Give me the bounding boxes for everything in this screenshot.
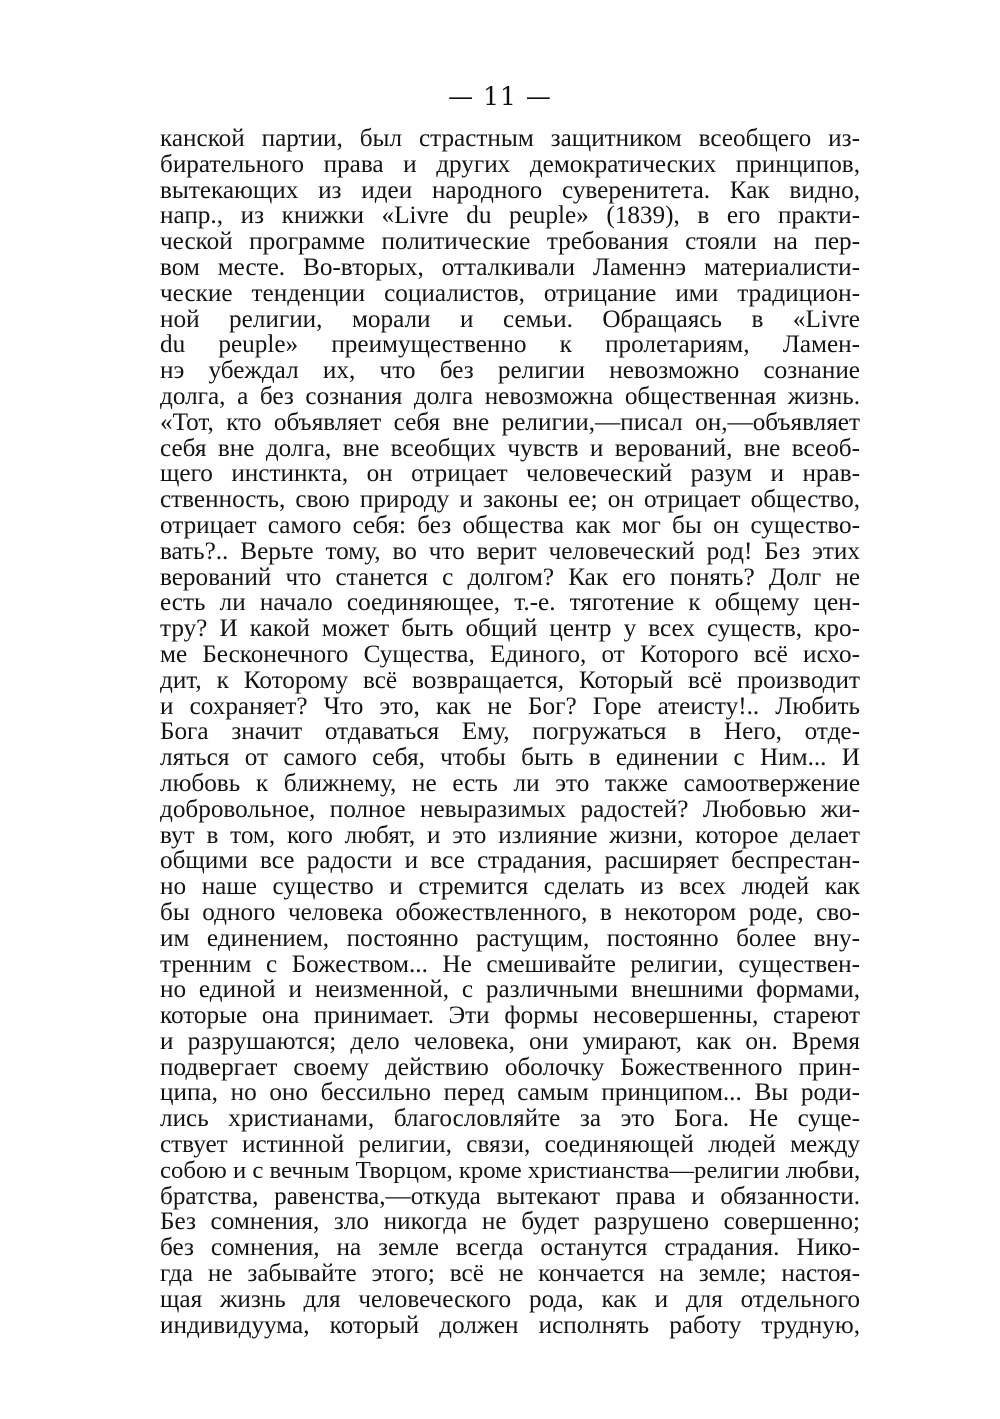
text-line: Без сомнения, зло никогда не будет разрушено совершенно;	[160, 1208, 860, 1236]
text-line: себя вне долга, вне всеобщих чувств и верований, вне всеоб-	[160, 434, 860, 462]
text-line: ческой программе политические требования стояли на пер-	[160, 228, 860, 256]
text-line: ной религии, морали и семьи. Обращаясь в «Livre	[160, 305, 860, 333]
text-line: добровольное, полное невыразимых радостей? Любовью жи-	[160, 795, 860, 823]
text-line: им единением, постоянно растущим, постоянно более вну-	[160, 924, 860, 952]
text-line: тренним с Божеством... Не смешивайте религии, существен-	[160, 950, 860, 978]
text-line: du peuple» преимущественно к пролетариям, Ламен-	[160, 331, 860, 359]
text-line: подвергает своему действию оболочку Божественного прин-	[160, 1053, 860, 1081]
text-line: вом месте. Во-вторых, отталкивали Ламеннэ материалисти-	[160, 253, 860, 281]
text-line: индивидуума, который должен исполнять работу трудную,	[160, 1311, 860, 1339]
text-line: вытекающих из идеи народного суверенитета. Как видно,	[160, 176, 860, 204]
text-line: но наше существо и стремится сделать из всех людей как	[160, 873, 860, 901]
text-line: бы одного человека обожествленного, в некотором роде, сво-	[160, 898, 860, 926]
text-line: ственность, свою природу и законы ее; он отрицает общество,	[160, 486, 860, 514]
text-line: вать?.. Верьте тому, во что верит человеческий род! Без этих	[160, 537, 860, 565]
text-line: вут в том, кого любят, и это излияние жизни, которое делает	[160, 821, 860, 849]
text-line: ляться от самого себя, чтобы быть в единении с Ним... И	[160, 744, 860, 772]
text-line: Бога значит отдаваться Ему, погружаться в Него, отде-	[160, 718, 860, 746]
text-line: «Тот, кто объявляет себя вне религии,—писал он,—объявляет	[160, 408, 860, 436]
text-line: нэ убеждал их, что без религии невозможно сознание	[160, 357, 860, 385]
text-line: ципа, но оно бессильно перед самым принципом... Вы роди-	[160, 1079, 860, 1107]
text-line: напр., из книжки «Livre du peuple» (1839), в его практи-	[160, 202, 860, 230]
text-line: долга, а без сознания долга невозможна общественная жизнь.	[160, 382, 860, 410]
text-line: которые она принимает. Эти формы несовершенны, стареют	[160, 1002, 860, 1030]
text-line: но единой и неизменной, с различными внешними формами,	[160, 976, 860, 1004]
text-line: тру? И какой может быть общий центр у всех существ, кро-	[160, 615, 860, 643]
text-line: ческие тенденции социалистов, отрицание ими традицион-	[160, 279, 860, 307]
text-line: лись христианами, благословляйте за это Бога. Не суще-	[160, 1105, 860, 1133]
text-line: отрицает самого себя: без общества как мог бы он существо-	[160, 511, 860, 539]
body-text	[160, 126, 860, 1338]
text-line: без сомнения, на земле всегда останутся страдания. Нико-	[160, 1234, 860, 1262]
text-line: ме Бесконечного Существа, Единого, от Которого всё исхо-	[160, 640, 860, 668]
text-line: гда не забывайте этого; всё не кончается на земле; настоя-	[160, 1260, 860, 1288]
text-line: ствует истинной религии, связи, соединяющей людей между	[160, 1131, 860, 1159]
text-line: щая жизнь для человеческого рода, как и для отдельного	[160, 1285, 860, 1313]
text-line: есть ли начало соединяющее, т.-е. тяготение к общему цен-	[160, 589, 860, 617]
text-line: братства, равенства,—откуда вытекают права и обязанности.	[160, 1182, 860, 1210]
text-line: общими все радости и все страдания, расширяет беспрестан-	[160, 847, 860, 875]
text-line: верований что станется с долгом? Как его понять? Долг не	[160, 563, 860, 591]
text-line: и сохраняет? Что это, как не Бог? Горе атеисту!.. Любить	[160, 692, 860, 720]
text-line: собою и с вечным Творцом, кроме христианства—религии любви,	[160, 1156, 861, 1184]
text-line: канской партии, был страстным защитником всеобщего из-	[160, 125, 860, 152]
text-line: и разрушаются; дело человека, они умирают, как он. Время	[160, 1027, 860, 1055]
text-line: дит, к Которому всё возвращается, Который всё производит	[160, 666, 860, 694]
page-number: — 11 —	[448, 82, 552, 111]
text-line: щего инстинкта, он отрицает человеческий разум и нрав-	[160, 460, 860, 488]
text-line: бирательного права и других демократических принципов,	[160, 150, 860, 178]
text-line: любовь к ближнему, не есть ли это также самоотвержение	[160, 769, 860, 797]
